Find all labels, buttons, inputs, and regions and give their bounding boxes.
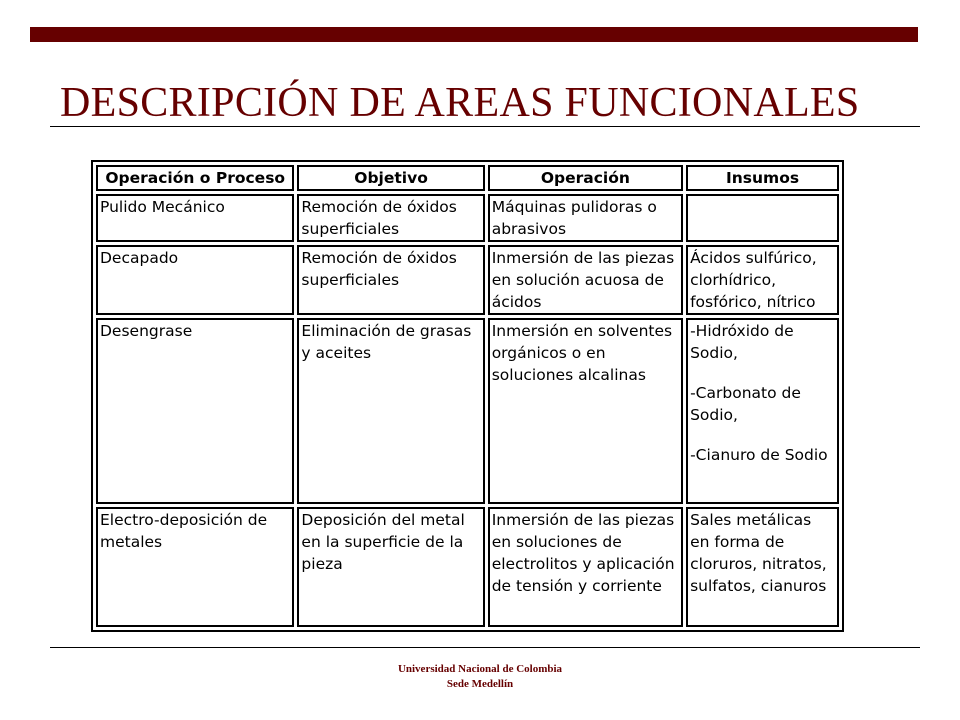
footer-university: Universidad Nacional de Colombia (397, 663, 563, 675)
cell-insumos (686, 194, 839, 242)
cell-insumos: Sales metálicas en forma de cloruros, nitratos, sulfatos, cianuros (686, 507, 839, 627)
insumo-item: -Carbonato de Sodio, (690, 384, 801, 424)
cell-operacion: Inmersión en solventes orgánicos o en soluciones alcalinas (488, 318, 683, 504)
slide-title: DESCRIPCIÓN DE AREAS FUNCIONALES (60, 80, 860, 126)
cell-operacion: Inmersión de las piezas en soluciones de electrolitos y aplicación de tensión y corriente (488, 507, 683, 627)
cell-proceso: Electro-deposición de metales (96, 507, 294, 627)
table-row (96, 318, 839, 504)
cell-objetivo: Deposición del metal en la superficie de la pieza (297, 507, 484, 627)
cell-insumos: Ácidos sulfúrico, clorhídrico, fosfórico, nítrico (686, 245, 839, 315)
title-divider (50, 126, 920, 127)
table-header-row (96, 165, 839, 191)
cell-operacion: Máquinas pulidoras o abrasivos (488, 194, 683, 242)
cell-insumos (686, 318, 839, 504)
cell-operacion: Inmersión de las piezas en solución acuosa de ácidos (488, 245, 683, 315)
header-objetivo: Objetivo (297, 165, 484, 191)
header-insumos: Insumos (686, 165, 839, 191)
table-row (96, 245, 839, 315)
header-proceso: Operación o Proceso (96, 165, 294, 191)
footer-divider (50, 647, 920, 648)
cell-objetivo: Remoción de óxidos superficiales (297, 194, 484, 242)
insumo-item: -Hidróxido de Sodio, (690, 322, 794, 362)
cell-objetivo: Eliminación de grasas y aceites (297, 318, 484, 504)
functional-areas-table (91, 160, 844, 632)
cell-proceso: Decapado (96, 245, 294, 315)
footer-campus: Sede Medellín (446, 678, 514, 690)
top-accent-bar (30, 27, 918, 42)
footer (0, 662, 960, 692)
cell-objetivo: Remoción de óxidos superficiales (297, 245, 484, 315)
insumo-item: -Cianuro de Sodio (690, 446, 828, 464)
table-row (96, 507, 839, 627)
cell-proceso: Desengrase (96, 318, 294, 504)
header-operacion: Operación (488, 165, 683, 191)
cell-proceso: Pulido Mecánico (96, 194, 294, 242)
table-row (96, 194, 839, 242)
